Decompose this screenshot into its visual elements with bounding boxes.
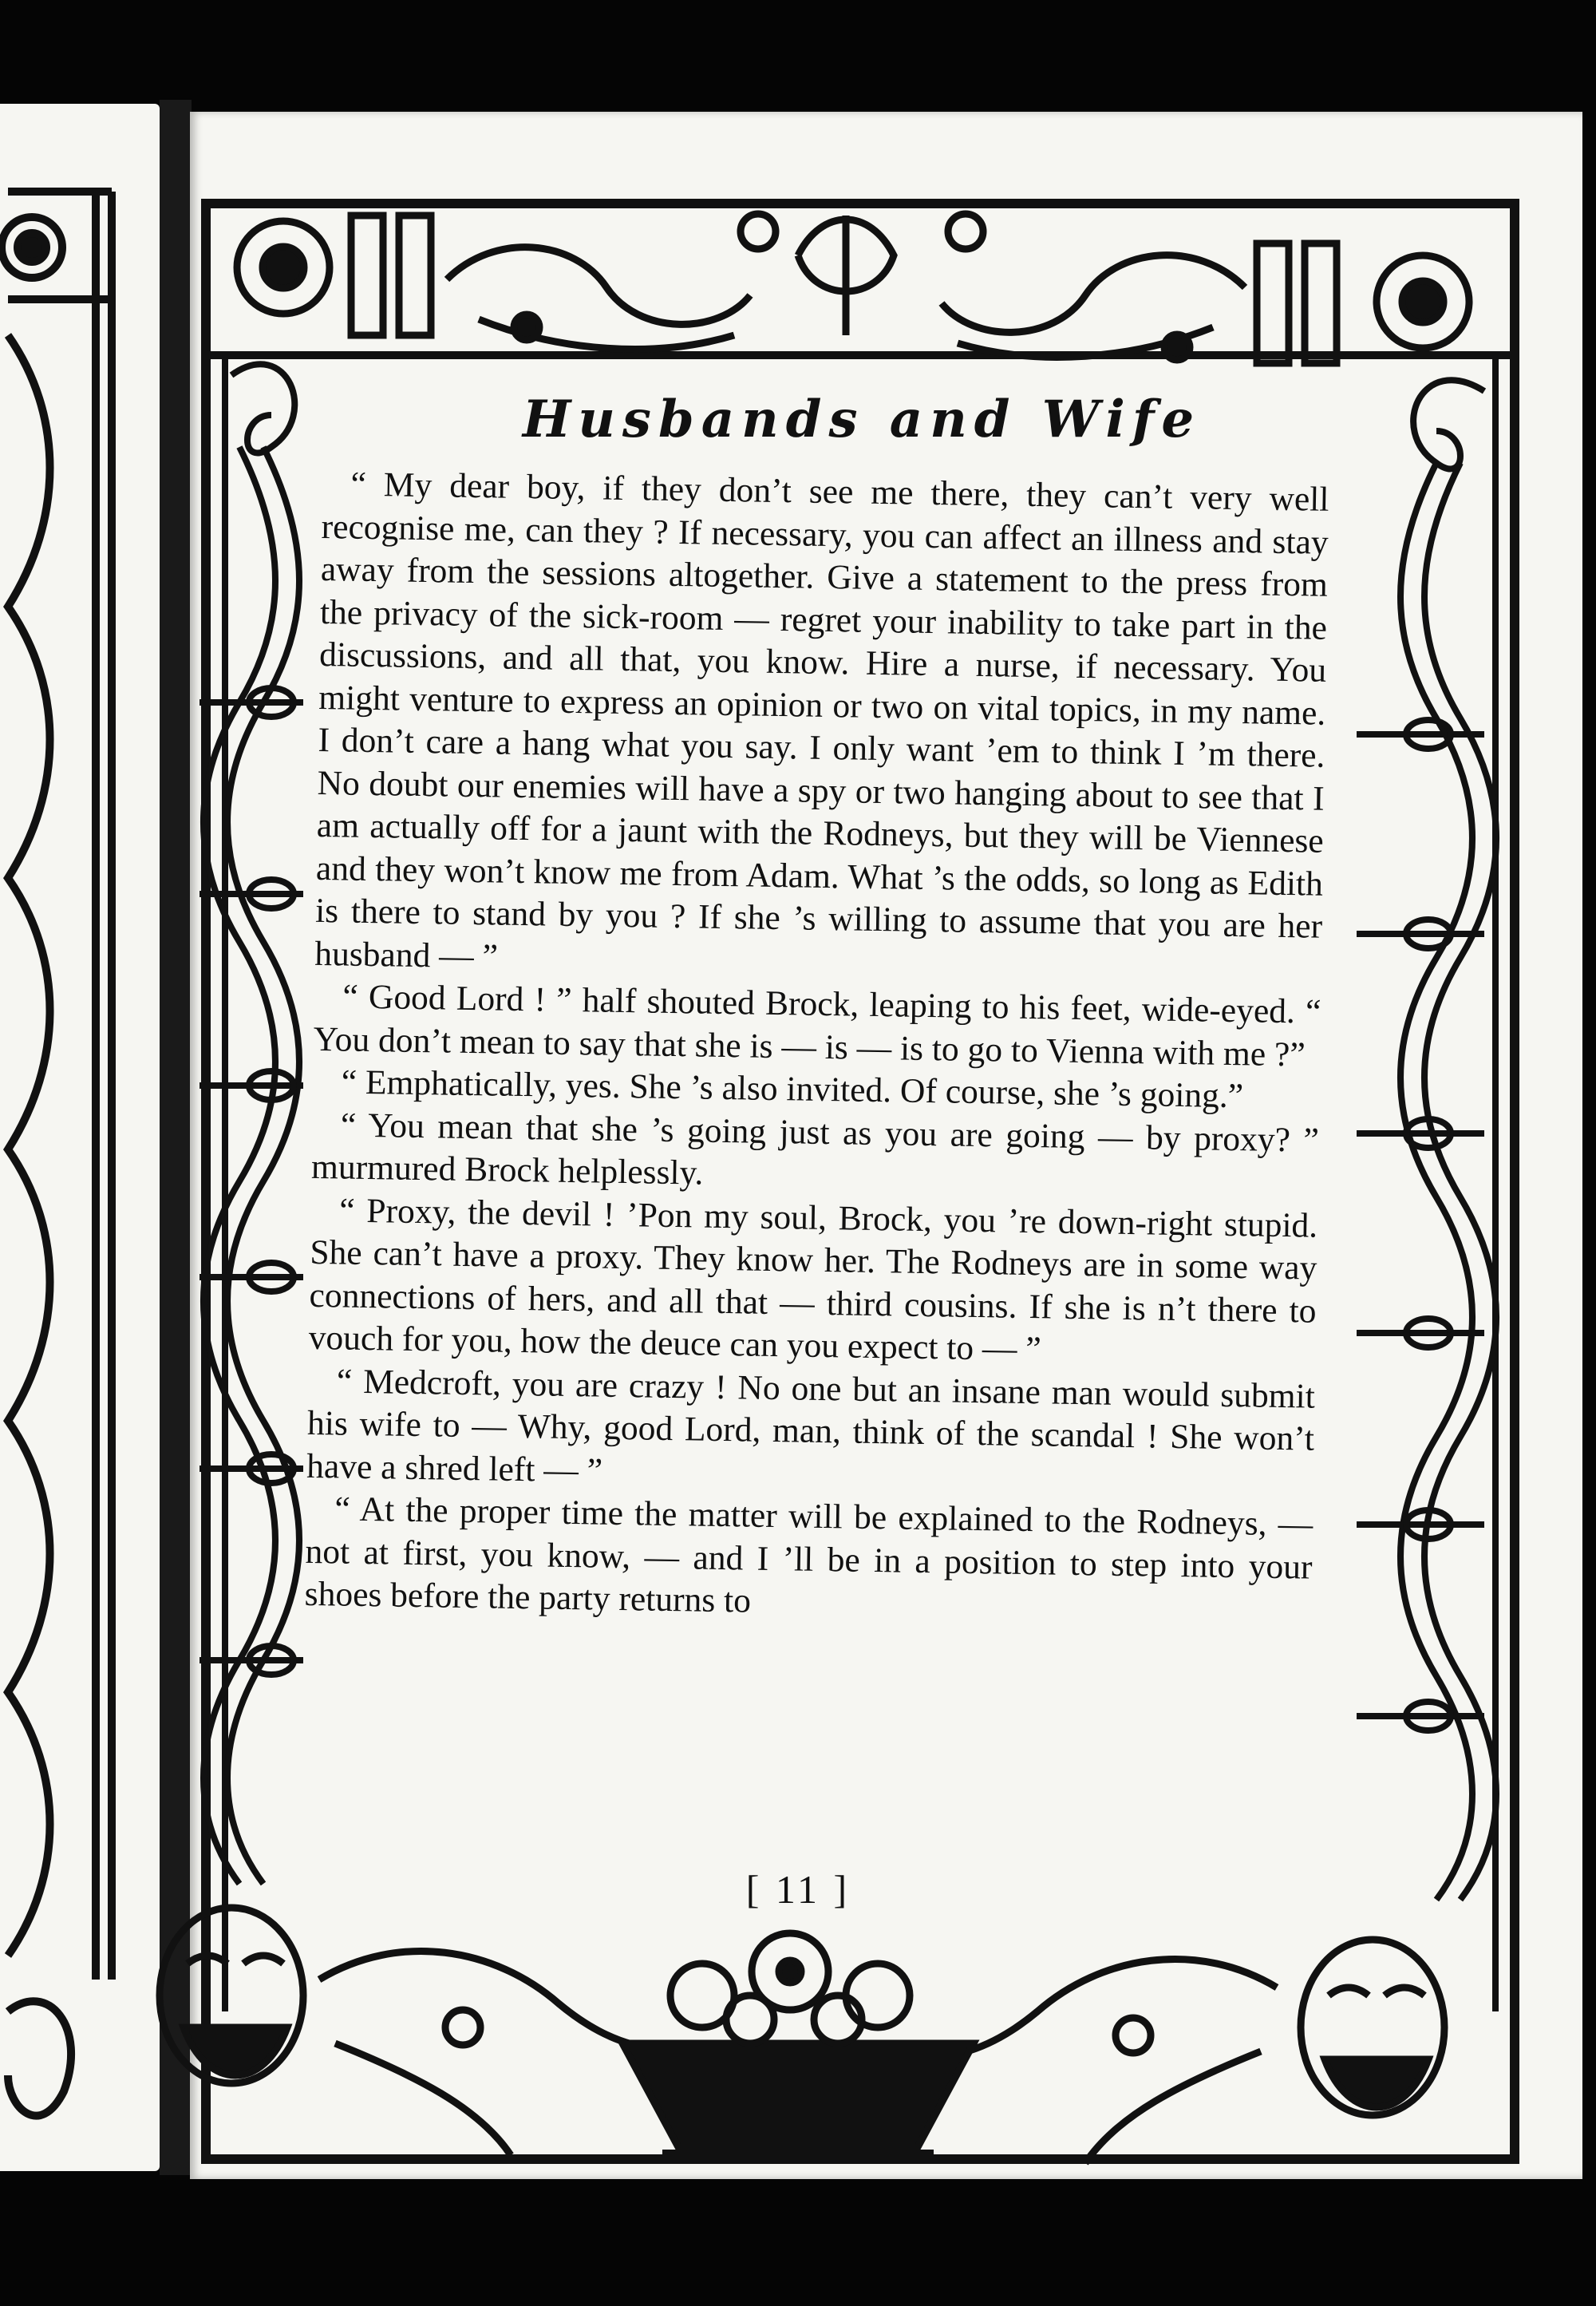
- header-ornament: [237, 214, 1469, 363]
- body-text: [304, 463, 1329, 1632]
- left-vine-ornament: [200, 364, 303, 1884]
- paragraph: “ You mean that she ’s going just as you are going — by proxy? ” murmured Brock helplessly.: [310, 1105, 1320, 1193]
- footer-ornament: [160, 1908, 1515, 2163]
- paragraph: “ Proxy, the devil ! ’Pon my soul, Brock, you ’re down-right stupid. She can’t have a proxy. They know her. The Rodneys are in some way connections of hers, and all that — third cousins. If she is n’t there to vouch for you, how the deuce can you expect to — ”: [308, 1190, 1318, 1369]
- left-page-ornament: [2, 192, 112, 2116]
- chapter-title: Husbands and Wife: [522, 390, 1202, 449]
- paragraph: “ My dear boy, if they don’t see me there, they can’t very well recognise me, can they ? If necessary, you can affect an illness and stay away from the sessions altogether. Give a statement to the press from the privacy of the sick-room — regret your inability to take part in the discussions, and all that, you know. Hire a nurse, if necessary. You might venture to express an opinion or two on vital topics, in my name. I don’t care a hang what you say. I only want ’em to think I ’m there. No doubt our enemies will have a spy or two hanging about to see that I am actually off for a jaunt with the Rodneys, but they will be Viennese and they won’t know me from Adam. What ’s the odds, so long as Edith is there to stand by you ? If she ’s willing to assume that you are her husband — ”: [314, 465, 1329, 976]
- page-number: [ 11 ]: [745, 1867, 851, 1912]
- paragraph: “ At the proper time the matter will be explained to the Rodneys, — not at first, you know, — and I ’ll be in a position to step into your shoes before the party returns to: [304, 1489, 1314, 1620]
- paragraph: “ Emphatically, yes. She ’s also invited. Of course, she ’s going.”: [341, 1062, 1244, 1116]
- paragraph: “ Medcroft, you are crazy ! No one but an insane man would submit his wife to — Why, good Lord, man, think of the scandal ! She won’t have a shred left — ”: [306, 1361, 1316, 1490]
- right-vine-ornament: [1357, 380, 1496, 1900]
- paragraph: “ Good Lord ! ” half shouted Brock, leaping to his feet, wide-eyed. “ You don’t mean to say that she is — is — is to go to Vienna with me ?”: [313, 977, 1321, 1074]
